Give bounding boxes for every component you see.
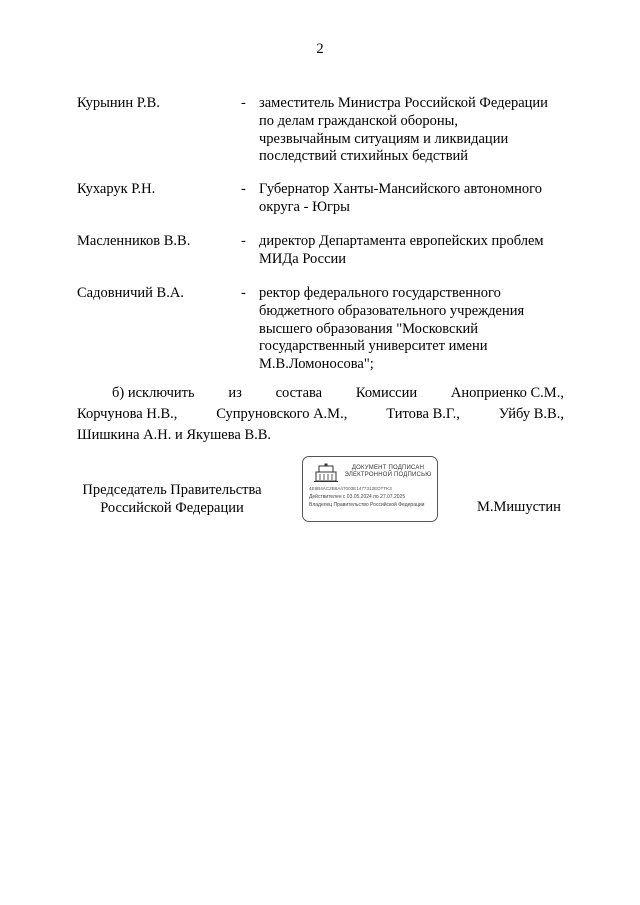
electronic-signature-stamp — [302, 456, 438, 522]
member-description — [259, 285, 579, 374]
description-line: чрезвычайным ситуациям и ликвидации — [259, 130, 509, 147]
description-line: высшего образования "Московский — [259, 320, 479, 337]
description-line: по делам гражданской обороны, — [259, 112, 459, 129]
paragraph-word: из — [228, 385, 242, 401]
member-dash: - — [241, 95, 246, 111]
signer-title-line: Российской Федерации — [100, 499, 244, 516]
description-line: последствий стихийных бедствий — [259, 148, 469, 165]
paragraph-line — [77, 383, 564, 404]
signer-name: М.Мишустин — [477, 499, 561, 515]
member-name: Курынин Р.В. — [77, 95, 160, 111]
paragraph-word: состава — [275, 385, 323, 401]
description-line: бюджетного образовательного учреждения — [259, 302, 525, 319]
member-name: Кухарук Р.Н. — [77, 181, 156, 197]
stamp-title-line: ДОКУМЕНТ ПОДПИСАН — [351, 465, 425, 471]
description-line: директор Департамента европейских проблем — [259, 233, 544, 249]
exclusion-paragraph — [77, 383, 564, 446]
description-line: государственный университет имени — [259, 338, 488, 355]
description-line: заместитель Министра Российской Федерации — [259, 95, 548, 111]
description-line: округа - Югры — [259, 198, 350, 215]
paragraph-word: Анoприенко С.М., — [450, 385, 564, 401]
member-description — [259, 95, 579, 166]
paragraph-word: Корчунова Н.В., — [77, 406, 178, 422]
member-name: Садовничий В.А. — [77, 285, 184, 301]
member-name: Масленников В.В. — [77, 233, 191, 249]
paragraph-word: б) исключить — [112, 385, 195, 401]
stamp-validity: Действителен с 03.05.2024 по 27.07.2025 — [309, 494, 406, 500]
stamp-serial: 4E9B4AC2B6A47003E1477312EDTTK3 — [309, 486, 392, 491]
government-emblem-icon — [313, 463, 339, 483]
signer-title — [77, 482, 267, 517]
stamp-title-line: ЭЛЕКТРОННОЙ ПОДПИСЬЮ — [344, 472, 432, 478]
member-dash: - — [241, 181, 246, 197]
page-number: 2 — [316, 41, 324, 57]
description-line: ректор федерального государственного — [259, 285, 501, 301]
member-description — [259, 181, 579, 217]
paragraph-line — [77, 425, 564, 446]
paragraph-word: Супруновского А.М., — [216, 406, 348, 422]
description-line: МИДа России — [259, 250, 347, 267]
member-dash: - — [241, 285, 246, 301]
stamp-owner: Владелец Правительство Российской Федерации — [309, 502, 425, 508]
paragraph-word: Титова В.Г., — [386, 406, 460, 422]
member-description — [259, 233, 579, 269]
paragraph-line — [77, 404, 564, 425]
paragraph-word: Шишкина А.Н. и Якушева В.В. — [77, 427, 272, 443]
stamp-title — [339, 465, 437, 479]
paragraph-word: Уйбу В.В., — [498, 406, 564, 422]
description-line: Губернатор Ханты-Мансийского автономного — [259, 181, 542, 197]
description-line: М.В.Ломоносова"; — [259, 356, 374, 373]
paragraph-word: Комиссии — [355, 385, 418, 401]
member-dash: - — [241, 233, 246, 249]
signer-title-line: Председатель Правительства — [82, 482, 262, 498]
